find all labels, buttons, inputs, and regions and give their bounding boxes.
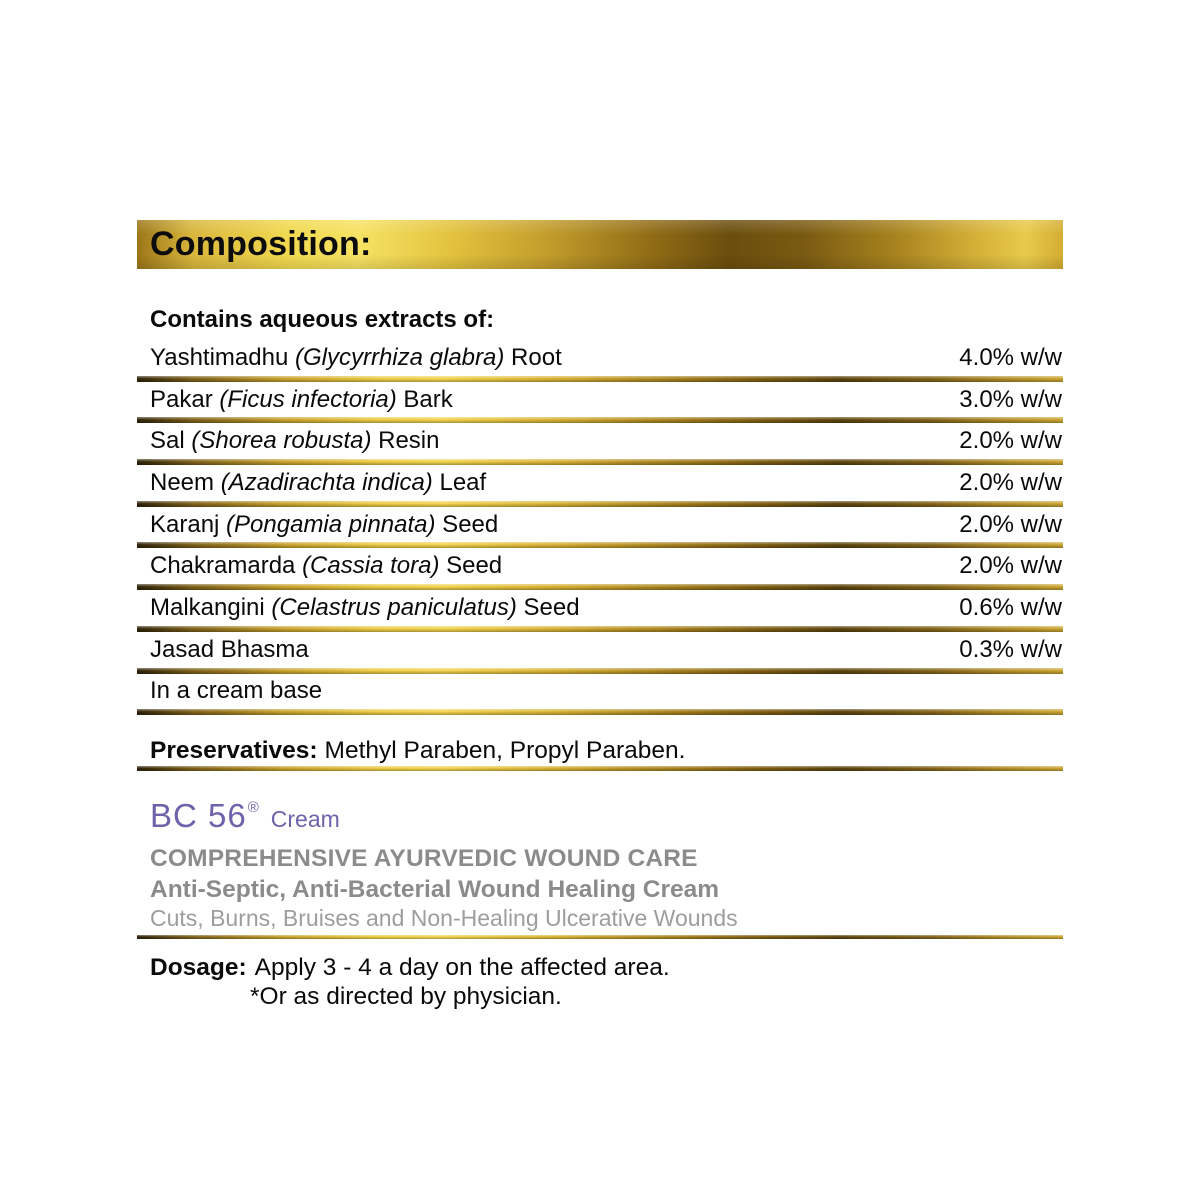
ingredient-common-name: Karanj xyxy=(150,510,227,538)
ingredient-name xyxy=(150,512,498,538)
ingredient-common-name: In a cream base xyxy=(150,677,323,705)
product-label xyxy=(137,220,1063,1050)
ingredient-name xyxy=(150,553,502,579)
ingredient-value: 2.0% w/w xyxy=(959,552,1062,580)
gold-divider xyxy=(137,935,1063,939)
ingredient-name xyxy=(150,637,309,663)
ingredient-name xyxy=(150,595,580,621)
ingredient-common-name: Malkangini xyxy=(150,593,272,621)
ingredient-value: 0.6% w/w xyxy=(959,593,1062,621)
ingredient-name xyxy=(150,428,439,454)
preservatives-text: Methyl Paraben, Propyl Paraben. xyxy=(324,737,686,764)
ingredient-row xyxy=(137,340,1063,376)
ingredient-value: 2.0% w/w xyxy=(959,427,1062,455)
brand-name: BC 56 xyxy=(150,797,247,834)
brand-name-row xyxy=(150,797,1063,841)
dosage-block xyxy=(150,953,670,1011)
ingredient-common-name: Pakar xyxy=(150,385,220,413)
ingredient-name xyxy=(150,345,562,371)
preservatives-line xyxy=(150,737,685,764)
ingredient-part: Seed xyxy=(439,552,503,580)
ingredient-latin-name: (Celastrus paniculatus) xyxy=(271,593,517,621)
dosage-label: Dosage: xyxy=(150,954,247,981)
brand-block xyxy=(150,797,1063,931)
ingredients-table xyxy=(137,340,1063,715)
ingredient-latin-name: (Shorea robusta) xyxy=(191,427,372,455)
ingredient-row xyxy=(137,382,1063,418)
ingredient-row xyxy=(137,674,1063,710)
ingredient-name xyxy=(150,470,486,496)
ingredient-part: Root xyxy=(504,343,562,371)
ingredient-row xyxy=(137,507,1063,543)
ingredient-common-name: Chakramarda xyxy=(150,552,303,580)
registered-trademark-icon: ® xyxy=(247,799,259,816)
ingredient-latin-name: (Cassia tora) xyxy=(302,552,440,580)
preservatives-label: Preservatives: xyxy=(150,737,318,764)
gold-divider xyxy=(137,766,1063,771)
ingredient-row xyxy=(137,632,1063,668)
ingredient-name xyxy=(150,678,322,704)
gold-divider xyxy=(137,709,1063,715)
ingredient-row xyxy=(137,465,1063,501)
composition-banner xyxy=(137,220,1063,269)
ingredient-row xyxy=(137,423,1063,459)
ingredient-common-name: Jasad Bhasma xyxy=(150,635,309,663)
ingredient-latin-name: (Glycyrrhiza glabra) xyxy=(294,343,505,371)
dosage-line2: *Or as directed by physician. xyxy=(250,983,562,1010)
brand-tagline: COMPREHENSIVE AYURVEDIC WOUND CARE xyxy=(150,845,698,872)
ingredient-part: Seed xyxy=(435,510,499,538)
dosage-text: Apply 3 - 4 a day on the affected area. xyxy=(254,954,670,981)
ingredient-value: 2.0% w/w xyxy=(959,468,1062,496)
ingredient-name xyxy=(150,387,453,413)
extracts-header: Contains aqueous extracts of: xyxy=(150,306,495,333)
ingredient-value: 3.0% w/w xyxy=(959,385,1062,413)
ingredient-row xyxy=(137,548,1063,584)
ingredient-common-name: Sal xyxy=(150,427,192,455)
ingredient-common-name: Yashtimadhu xyxy=(150,343,295,371)
ingredient-value: 2.0% w/w xyxy=(959,510,1062,538)
ingredient-value: 0.3% w/w xyxy=(959,635,1062,663)
ingredient-part: Seed xyxy=(516,593,580,621)
brand-indications: Cuts, Burns, Bruises and Non-Healing Ulcerative Wounds xyxy=(150,905,738,931)
ingredient-latin-name: (Ficus infectoria) xyxy=(219,385,397,413)
ingredient-common-name: Neem xyxy=(150,468,221,496)
ingredient-latin-name: (Pongamia pinnata) xyxy=(226,510,436,538)
composition-title: Composition: xyxy=(150,225,372,263)
dosage-line1 xyxy=(150,953,670,982)
ingredient-value: 4.0% w/w xyxy=(959,343,1062,371)
ingredient-part: Resin xyxy=(371,427,440,455)
ingredient-latin-name: (Azadirachta indica) xyxy=(220,468,433,496)
brand-subtitle: Anti-Septic, Anti-Bacterial Wound Healing Cream xyxy=(150,876,720,903)
brand-variant: Cream xyxy=(270,806,340,832)
ingredient-part: Leaf xyxy=(432,468,487,496)
ingredient-part: Bark xyxy=(396,385,453,413)
ingredient-row xyxy=(137,590,1063,626)
